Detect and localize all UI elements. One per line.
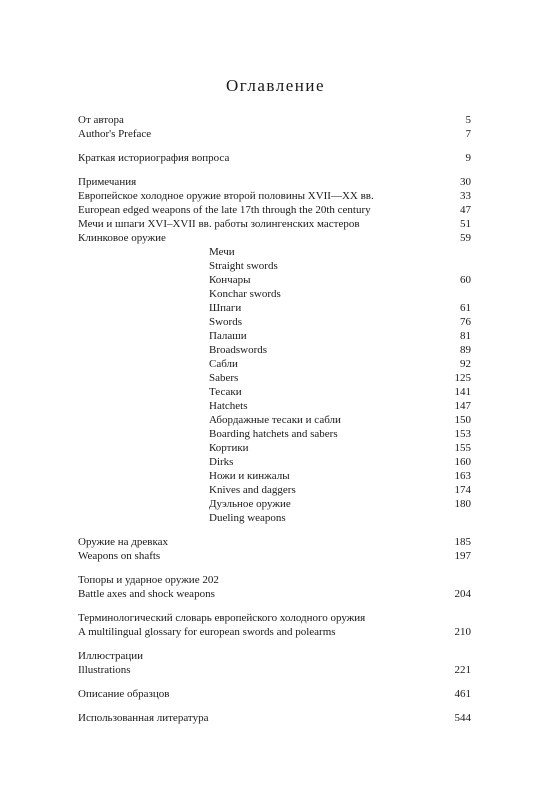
toc-entry-title: A multilingual glossary for european swords and polearms [78,626,336,638]
toc-entry-title: Палаши [209,330,247,342]
toc-entry-title: Абордажные тесаки и сабли [209,414,341,426]
toc-entry-page: 92 [460,358,471,370]
toc-entry-page: 141 [454,386,471,398]
toc-subentry[interactable] [78,441,471,455]
toc-entry-page: 221 [454,664,471,676]
toc-subentry[interactable] [78,245,471,259]
toc-entry[interactable] [78,175,471,189]
toc-entry-title: Мечи [209,246,235,258]
toc-entry[interactable] [78,611,471,625]
toc-subentry[interactable] [78,497,471,511]
toc-subentry[interactable] [78,455,471,469]
toc-entry[interactable] [78,113,471,127]
toc-entry[interactable] [78,203,471,217]
toc-spacer [78,141,471,151]
toc-entry[interactable] [78,127,471,141]
toc-subentry[interactable] [78,399,471,413]
toc-subentry[interactable] [78,357,471,371]
toc-entry-page: 81 [460,330,471,342]
toc-entry[interactable] [78,231,471,245]
toc-entry[interactable] [78,573,471,587]
toc-subentry[interactable] [78,329,471,343]
toc-entry[interactable] [78,151,471,165]
toc-entry[interactable] [78,549,471,563]
toc-entry-page: 47 [460,204,471,216]
toc-entry-title: Топоры и ударное оружие 202 [78,574,219,586]
toc-entry-title: Weapons on shafts [78,550,161,562]
toc-entry[interactable] [78,625,471,639]
toc-entry-title: Оружие на древках [78,536,169,548]
table-of-contents [78,113,471,725]
toc-entry-page: 204 [454,588,471,600]
toc-entry-page: 125 [454,372,471,384]
toc-subentry[interactable] [78,301,471,315]
toc-entry-page: 544 [454,712,471,724]
toc-entry-title: Мечи и шпаги XVI–XVII вв. работы золингенских мастеров [78,218,360,230]
toc-entry[interactable] [78,587,471,601]
toc-entry-page: 33 [460,190,471,202]
toc-entry[interactable] [78,189,471,203]
toc-entry-page: 59 [460,232,471,244]
toc-entry-page: 153 [454,428,471,440]
toc-entry-page: 155 [454,442,471,454]
toc-entry-title: Дуэльное оружие [209,498,291,510]
toc-entry-title: Dueling weapons [209,512,286,524]
toc-entry-title: Sabers [209,372,239,384]
toc-entry-title: Battle axes and shock weapons [78,588,215,600]
toc-entry-page: 9 [465,152,471,164]
toc-entry-page: 160 [454,456,471,468]
toc-subentry[interactable] [78,427,471,441]
toc-entry-page: 185 [454,536,471,548]
toc-subentry[interactable] [78,315,471,329]
toc-subentry[interactable] [78,511,471,525]
toc-entry-page: 5 [465,114,471,126]
toc-entry-title: Ножи и кинжалы [209,470,290,482]
toc-subentry[interactable] [78,273,471,287]
toc-entry-title: Boarding hatchets and sabers [209,428,338,440]
toc-entry-title: Author's Preface [78,128,152,140]
toc-entry-page: 76 [460,316,471,328]
toc-entry[interactable] [78,217,471,231]
toc-entry-title: Illustrations [78,664,131,676]
toc-entry-page: 461 [454,688,471,700]
toc-entry[interactable] [78,649,471,663]
toc-entry-title: Сабли [209,358,238,370]
toc-spacer [78,563,471,573]
toc-entry-page: 174 [454,484,471,496]
toc-entry[interactable] [78,711,471,725]
toc-entry-title: Кортики [209,442,249,454]
toc-entry-title: Knives and daggers [209,484,296,496]
toc-spacer [78,601,471,611]
toc-entry-page: 60 [460,274,471,286]
toc-entry-page: 163 [454,470,471,482]
toc-entry-title: Broadswords [209,344,268,356]
toc-spacer [78,701,471,711]
toc-entry-title: Тесаки [209,386,242,398]
toc-entry-title: Иллюстрации [78,650,144,662]
toc-entry-title: Шпаги [209,302,242,314]
toc-entry-page: 180 [454,498,471,510]
toc-entry-title: Краткая историография вопроса [78,152,230,164]
toc-entry-page: 7 [465,128,471,140]
toc-entry-page: 61 [460,302,471,314]
toc-entry-title: Клинковое оружие [78,232,166,244]
toc-entry-title: European edged weapons of the late 17th through the 20th century [78,204,371,216]
toc-entry-page: 197 [454,550,471,562]
toc-entry-title: Dirks [209,456,234,468]
toc-entry-title: Konchar swords [209,288,281,300]
toc-entry-title: Описание образцов [78,688,170,700]
toc-entry-page: 89 [460,344,471,356]
toc-subentry[interactable] [78,413,471,427]
toc-subentry[interactable] [78,343,471,357]
toc-spacer [78,639,471,649]
toc-subentry[interactable] [78,259,471,273]
toc-entry-title: От автора [78,114,124,126]
toc-spacer [78,165,471,175]
toc-entry-title: Терминологический словарь европейского холодного оружия [78,612,366,624]
toc-entry-page: 147 [454,400,471,412]
toc-spacer [78,677,471,687]
toc-entry[interactable] [78,687,471,701]
toc-entry-title: Кончары [209,274,251,286]
toc-entry-page: 150 [454,414,471,426]
toc-subentry[interactable] [78,469,471,483]
toc-entry-title: Swords [209,316,243,328]
toc-entry-title: Hatchets [209,400,248,412]
toc-entry-page: 51 [460,218,471,230]
toc-entry-page: 30 [460,176,471,188]
toc-entry-title: Европейское холодное оружие второй половины XVII—XX вв. [78,190,374,202]
toc-entry[interactable] [78,663,471,677]
toc-subentry[interactable] [78,287,471,301]
toc-entry-title: Straight swords [209,260,278,272]
toc-spacer [78,525,471,535]
toc-entry[interactable] [78,535,471,549]
toc-subentry[interactable] [78,385,471,399]
page-title: Оглавление [226,76,325,95]
toc-entry-page: 210 [454,626,471,638]
toc-subentry[interactable] [78,483,471,497]
toc-entry-title: Примечания [78,176,137,188]
toc-subentry[interactable] [78,371,471,385]
toc-entry-title: Использованная литература [78,712,209,724]
